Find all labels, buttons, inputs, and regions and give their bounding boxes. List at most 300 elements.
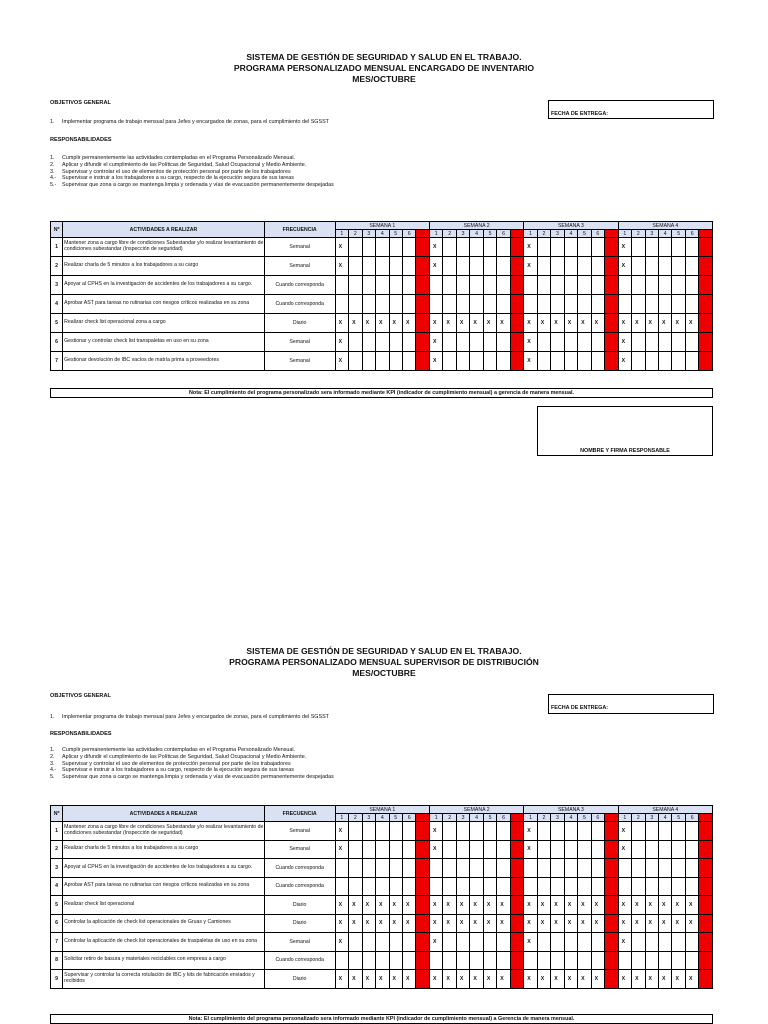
mark-cell[interactable] [699, 276, 713, 295]
mark-cell[interactable] [389, 840, 402, 859]
mark-cell[interactable] [416, 352, 430, 371]
mark-cell[interactable] [510, 276, 524, 295]
mark-cell[interactable]: X [618, 933, 631, 952]
mark-cell[interactable] [362, 951, 375, 970]
mark-cell[interactable] [510, 970, 524, 989]
mark-cell[interactable] [335, 859, 348, 878]
mark-cell[interactable]: X [591, 896, 604, 915]
mark-cell[interactable] [416, 257, 430, 276]
mark-cell[interactable] [699, 238, 713, 257]
mark-cell[interactable] [470, 295, 483, 314]
mark-cell[interactable] [456, 859, 469, 878]
mark-cell[interactable]: X [618, 238, 631, 257]
mark-cell[interactable]: X [429, 933, 442, 952]
mark-cell[interactable] [402, 859, 415, 878]
mark-cell[interactable]: X [402, 914, 415, 933]
mark-cell[interactable] [591, 257, 604, 276]
mark-cell[interactable] [618, 276, 631, 295]
mark-cell[interactable] [699, 257, 713, 276]
mark-cell[interactable] [483, 238, 496, 257]
mark-cell[interactable]: X [335, 822, 348, 841]
mark-cell[interactable]: X [537, 970, 550, 989]
mark-cell[interactable] [456, 951, 469, 970]
mark-cell[interactable] [659, 877, 672, 896]
mark-cell[interactable]: X [551, 914, 564, 933]
mark-cell[interactable] [672, 822, 685, 841]
mark-cell[interactable]: X [376, 914, 389, 933]
mark-cell[interactable] [672, 840, 685, 859]
mark-cell[interactable] [416, 896, 430, 915]
mark-cell[interactable] [564, 257, 577, 276]
mark-cell[interactable] [416, 914, 430, 933]
mark-cell[interactable] [429, 951, 442, 970]
mark-cell[interactable] [443, 933, 456, 952]
mark-cell[interactable]: X [632, 314, 645, 333]
mark-cell[interactable]: X [349, 914, 362, 933]
mark-cell[interactable] [510, 333, 524, 352]
mark-cell[interactable] [510, 951, 524, 970]
mark-cell[interactable]: X [591, 914, 604, 933]
mark-cell[interactable] [685, 933, 698, 952]
mark-cell[interactable]: X [349, 314, 362, 333]
mark-cell[interactable] [551, 276, 564, 295]
mark-cell[interactable] [632, 238, 645, 257]
mark-cell[interactable] [672, 257, 685, 276]
mark-cell[interactable]: X [429, 314, 442, 333]
mark-cell[interactable]: X [632, 970, 645, 989]
mark-cell[interactable] [335, 877, 348, 896]
mark-cell[interactable] [483, 276, 496, 295]
mark-cell[interactable]: X [618, 914, 631, 933]
mark-cell[interactable] [672, 276, 685, 295]
mark-cell[interactable] [618, 877, 631, 896]
mark-cell[interactable] [483, 951, 496, 970]
mark-cell[interactable]: X [429, 333, 442, 352]
mark-cell[interactable] [349, 276, 362, 295]
mark-cell[interactable]: X [618, 822, 631, 841]
mark-cell[interactable] [685, 840, 698, 859]
mark-cell[interactable] [591, 276, 604, 295]
mark-cell[interactable] [591, 933, 604, 952]
mark-cell[interactable] [402, 333, 415, 352]
mark-cell[interactable] [416, 314, 430, 333]
mark-cell[interactable] [605, 295, 619, 314]
mark-cell[interactable] [537, 840, 550, 859]
mark-cell[interactable] [443, 276, 456, 295]
mark-cell[interactable] [578, 859, 591, 878]
mark-cell[interactable] [402, 295, 415, 314]
mark-cell[interactable] [362, 352, 375, 371]
mark-cell[interactable]: X [659, 970, 672, 989]
mark-cell[interactable]: X [402, 314, 415, 333]
mark-cell[interactable]: X [389, 896, 402, 915]
mark-cell[interactable] [510, 859, 524, 878]
mark-cell[interactable] [699, 970, 713, 989]
mark-cell[interactable] [699, 877, 713, 896]
mark-cell[interactable]: X [335, 896, 348, 915]
mark-cell[interactable] [389, 257, 402, 276]
mark-cell[interactable]: X [429, 238, 442, 257]
mark-cell[interactable]: X [537, 314, 550, 333]
mark-cell[interactable] [376, 333, 389, 352]
mark-cell[interactable] [551, 840, 564, 859]
mark-cell[interactable] [470, 257, 483, 276]
mark-cell[interactable] [659, 333, 672, 352]
mark-cell[interactable] [645, 951, 658, 970]
mark-cell[interactable]: X [537, 896, 550, 915]
mark-cell[interactable]: X [429, 822, 442, 841]
mark-cell[interactable] [443, 257, 456, 276]
mark-cell[interactable]: X [497, 896, 510, 915]
mark-cell[interactable]: X [591, 314, 604, 333]
mark-cell[interactable] [497, 333, 510, 352]
mark-cell[interactable]: X [349, 970, 362, 989]
mark-cell[interactable] [551, 822, 564, 841]
mark-cell[interactable] [564, 295, 577, 314]
mark-cell[interactable] [483, 840, 496, 859]
mark-cell[interactable] [362, 238, 375, 257]
mark-cell[interactable]: X [524, 238, 537, 257]
mark-cell[interactable]: X [456, 914, 469, 933]
mark-cell[interactable] [551, 333, 564, 352]
mark-cell[interactable]: X [524, 314, 537, 333]
mark-cell[interactable] [659, 276, 672, 295]
mark-cell[interactable] [551, 352, 564, 371]
mark-cell[interactable] [497, 822, 510, 841]
mark-cell[interactable] [605, 970, 619, 989]
mark-cell[interactable] [416, 276, 430, 295]
mark-cell[interactable] [605, 933, 619, 952]
mark-cell[interactable] [685, 951, 698, 970]
mark-cell[interactable]: X [618, 333, 631, 352]
mark-cell[interactable] [564, 333, 577, 352]
mark-cell[interactable] [456, 333, 469, 352]
mark-cell[interactable]: X [524, 933, 537, 952]
mark-cell[interactable] [564, 877, 577, 896]
mark-cell[interactable] [470, 877, 483, 896]
mark-cell[interactable] [510, 257, 524, 276]
mark-cell[interactable] [578, 238, 591, 257]
mark-cell[interactable]: X [470, 896, 483, 915]
mark-cell[interactable]: X [672, 896, 685, 915]
mark-cell[interactable] [443, 859, 456, 878]
mark-cell[interactable] [349, 933, 362, 952]
mark-cell[interactable] [497, 877, 510, 896]
mark-cell[interactable] [429, 877, 442, 896]
mark-cell[interactable] [389, 951, 402, 970]
mark-cell[interactable] [645, 257, 658, 276]
mark-cell[interactable]: X [564, 896, 577, 915]
mark-cell[interactable] [402, 352, 415, 371]
mark-cell[interactable] [564, 276, 577, 295]
mark-cell[interactable] [578, 822, 591, 841]
mark-cell[interactable] [659, 840, 672, 859]
mark-cell[interactable]: X [483, 314, 496, 333]
mark-cell[interactable] [685, 257, 698, 276]
mark-cell[interactable] [456, 276, 469, 295]
mark-cell[interactable] [402, 257, 415, 276]
mark-cell[interactable] [349, 859, 362, 878]
mark-cell[interactable] [672, 333, 685, 352]
mark-cell[interactable]: X [685, 896, 698, 915]
mark-cell[interactable] [362, 295, 375, 314]
mark-cell[interactable] [685, 859, 698, 878]
mark-cell[interactable]: X [443, 970, 456, 989]
mark-cell[interactable]: X [524, 822, 537, 841]
mark-cell[interactable] [591, 840, 604, 859]
mark-cell[interactable]: X [685, 314, 698, 333]
mark-cell[interactable] [659, 951, 672, 970]
mark-cell[interactable] [632, 257, 645, 276]
mark-cell[interactable]: X [443, 896, 456, 915]
mark-cell[interactable] [578, 352, 591, 371]
mark-cell[interactable] [362, 257, 375, 276]
mark-cell[interactable] [699, 352, 713, 371]
mark-cell[interactable]: X [645, 914, 658, 933]
mark-cell[interactable]: X [645, 970, 658, 989]
mark-cell[interactable] [443, 877, 456, 896]
mark-cell[interactable]: X [376, 896, 389, 915]
mark-cell[interactable] [537, 333, 550, 352]
mark-cell[interactable] [605, 276, 619, 295]
mark-cell[interactable] [443, 822, 456, 841]
mark-cell[interactable] [456, 840, 469, 859]
mark-cell[interactable]: X [618, 314, 631, 333]
mark-cell[interactable] [645, 276, 658, 295]
mark-cell[interactable] [362, 933, 375, 952]
mark-cell[interactable]: X [335, 333, 348, 352]
mark-cell[interactable] [645, 333, 658, 352]
mark-cell[interactable] [659, 822, 672, 841]
mark-cell[interactable] [510, 933, 524, 952]
mark-cell[interactable] [429, 276, 442, 295]
mark-cell[interactable] [362, 276, 375, 295]
mark-cell[interactable] [659, 859, 672, 878]
mark-cell[interactable]: X [672, 970, 685, 989]
mark-cell[interactable] [605, 822, 619, 841]
mark-cell[interactable]: X [429, 257, 442, 276]
mark-cell[interactable] [483, 352, 496, 371]
mark-cell[interactable]: X [497, 314, 510, 333]
mark-cell[interactable] [510, 840, 524, 859]
mark-cell[interactable] [470, 840, 483, 859]
mark-cell[interactable] [537, 933, 550, 952]
mark-cell[interactable] [349, 295, 362, 314]
mark-cell[interactable] [497, 951, 510, 970]
mark-cell[interactable] [497, 840, 510, 859]
mark-cell[interactable]: X [659, 914, 672, 933]
mark-cell[interactable]: X [618, 840, 631, 859]
mark-cell[interactable]: X [591, 970, 604, 989]
mark-cell[interactable]: X [335, 352, 348, 371]
mark-cell[interactable] [483, 333, 496, 352]
mark-cell[interactable] [632, 877, 645, 896]
mark-cell[interactable]: X [335, 238, 348, 257]
mark-cell[interactable] [416, 238, 430, 257]
mark-cell[interactable] [429, 859, 442, 878]
mark-cell[interactable]: X [497, 970, 510, 989]
mark-cell[interactable] [416, 951, 430, 970]
mark-cell[interactable] [416, 333, 430, 352]
mark-cell[interactable]: X [389, 314, 402, 333]
mark-cell[interactable] [645, 352, 658, 371]
mark-cell[interactable] [632, 295, 645, 314]
mark-cell[interactable] [591, 352, 604, 371]
mark-cell[interactable] [362, 877, 375, 896]
mark-cell[interactable]: X [483, 970, 496, 989]
mark-cell[interactable] [402, 877, 415, 896]
mark-cell[interactable] [483, 859, 496, 878]
mark-cell[interactable] [605, 877, 619, 896]
mark-cell[interactable]: X [618, 257, 631, 276]
mark-cell[interactable] [551, 951, 564, 970]
mark-cell[interactable] [376, 951, 389, 970]
mark-cell[interactable] [389, 352, 402, 371]
mark-cell[interactable] [389, 276, 402, 295]
mark-cell[interactable] [537, 257, 550, 276]
mark-cell[interactable]: X [618, 970, 631, 989]
mark-cell[interactable]: X [470, 914, 483, 933]
mark-cell[interactable] [524, 295, 537, 314]
mark-cell[interactable]: X [564, 314, 577, 333]
mark-cell[interactable] [591, 333, 604, 352]
mark-cell[interactable] [564, 352, 577, 371]
mark-cell[interactable] [483, 295, 496, 314]
mark-cell[interactable] [564, 840, 577, 859]
mark-cell[interactable] [497, 238, 510, 257]
mark-cell[interactable] [632, 933, 645, 952]
mark-cell[interactable] [497, 295, 510, 314]
mark-cell[interactable] [537, 295, 550, 314]
mark-cell[interactable] [699, 840, 713, 859]
mark-cell[interactable] [456, 933, 469, 952]
mark-cell[interactable] [470, 859, 483, 878]
mark-cell[interactable] [510, 295, 524, 314]
mark-cell[interactable] [510, 238, 524, 257]
mark-cell[interactable] [632, 951, 645, 970]
mark-cell[interactable] [605, 859, 619, 878]
mark-cell[interactable] [551, 238, 564, 257]
mark-cell[interactable]: X [456, 896, 469, 915]
mark-cell[interactable] [376, 257, 389, 276]
mark-cell[interactable] [443, 951, 456, 970]
mark-cell[interactable]: X [564, 970, 577, 989]
mark-cell[interactable] [389, 295, 402, 314]
mark-cell[interactable]: X [685, 970, 698, 989]
mark-cell[interactable] [564, 933, 577, 952]
mark-cell[interactable] [483, 822, 496, 841]
mark-cell[interactable] [578, 951, 591, 970]
mark-cell[interactable] [659, 238, 672, 257]
mark-cell[interactable]: X [524, 257, 537, 276]
mark-cell[interactable]: X [578, 314, 591, 333]
mark-cell[interactable] [510, 914, 524, 933]
mark-cell[interactable]: X [524, 896, 537, 915]
mark-cell[interactable] [470, 238, 483, 257]
mark-cell[interactable] [376, 822, 389, 841]
mark-cell[interactable]: X [470, 314, 483, 333]
mark-cell[interactable]: X [429, 914, 442, 933]
mark-cell[interactable]: X [524, 970, 537, 989]
mark-cell[interactable]: X [335, 933, 348, 952]
mark-cell[interactable] [605, 840, 619, 859]
mark-cell[interactable]: X [362, 896, 375, 915]
mark-cell[interactable] [551, 257, 564, 276]
mark-cell[interactable] [349, 333, 362, 352]
mark-cell[interactable] [659, 933, 672, 952]
mark-cell[interactable] [376, 295, 389, 314]
mark-cell[interactable] [672, 238, 685, 257]
mark-cell[interactable]: X [335, 840, 348, 859]
mark-cell[interactable] [591, 859, 604, 878]
mark-cell[interactable] [524, 951, 537, 970]
mark-cell[interactable]: X [632, 896, 645, 915]
mark-cell[interactable] [699, 933, 713, 952]
mark-cell[interactable] [416, 295, 430, 314]
mark-cell[interactable] [443, 840, 456, 859]
mark-cell[interactable]: X [578, 896, 591, 915]
mark-cell[interactable] [349, 951, 362, 970]
mark-cell[interactable] [632, 352, 645, 371]
mark-cell[interactable] [618, 951, 631, 970]
mark-cell[interactable]: X [335, 257, 348, 276]
mark-cell[interactable]: X [389, 914, 402, 933]
mark-cell[interactable] [456, 352, 469, 371]
mark-cell[interactable] [645, 877, 658, 896]
mark-cell[interactable] [551, 933, 564, 952]
mark-cell[interactable]: X [443, 914, 456, 933]
mark-cell[interactable] [659, 257, 672, 276]
mark-cell[interactable] [389, 877, 402, 896]
mark-cell[interactable] [537, 822, 550, 841]
mark-cell[interactable] [618, 295, 631, 314]
mark-cell[interactable] [335, 295, 348, 314]
mark-cell[interactable] [645, 822, 658, 841]
mark-cell[interactable] [456, 822, 469, 841]
mark-cell[interactable]: X [429, 896, 442, 915]
mark-cell[interactable] [416, 859, 430, 878]
mark-cell[interactable] [699, 859, 713, 878]
mark-cell[interactable] [685, 276, 698, 295]
mark-cell[interactable] [349, 238, 362, 257]
mark-cell[interactable] [524, 276, 537, 295]
mark-cell[interactable] [537, 352, 550, 371]
fecha-entrega-box[interactable] [548, 694, 714, 714]
mark-cell[interactable] [578, 877, 591, 896]
mark-cell[interactable] [591, 822, 604, 841]
mark-cell[interactable] [537, 951, 550, 970]
mark-cell[interactable] [618, 859, 631, 878]
mark-cell[interactable] [632, 333, 645, 352]
mark-cell[interactable] [699, 295, 713, 314]
mark-cell[interactable] [537, 238, 550, 257]
mark-cell[interactable]: X [429, 352, 442, 371]
mark-cell[interactable] [591, 951, 604, 970]
mark-cell[interactable] [376, 877, 389, 896]
mark-cell[interactable] [349, 352, 362, 371]
mark-cell[interactable]: X [659, 896, 672, 915]
mark-cell[interactable]: X [685, 914, 698, 933]
mark-cell[interactable]: X [632, 914, 645, 933]
mark-cell[interactable] [632, 840, 645, 859]
mark-cell[interactable]: X [672, 314, 685, 333]
mark-cell[interactable]: X [402, 896, 415, 915]
mark-cell[interactable] [685, 333, 698, 352]
mark-cell[interactable] [470, 352, 483, 371]
mark-cell[interactable] [564, 859, 577, 878]
mark-cell[interactable] [376, 933, 389, 952]
mark-cell[interactable]: X [376, 314, 389, 333]
